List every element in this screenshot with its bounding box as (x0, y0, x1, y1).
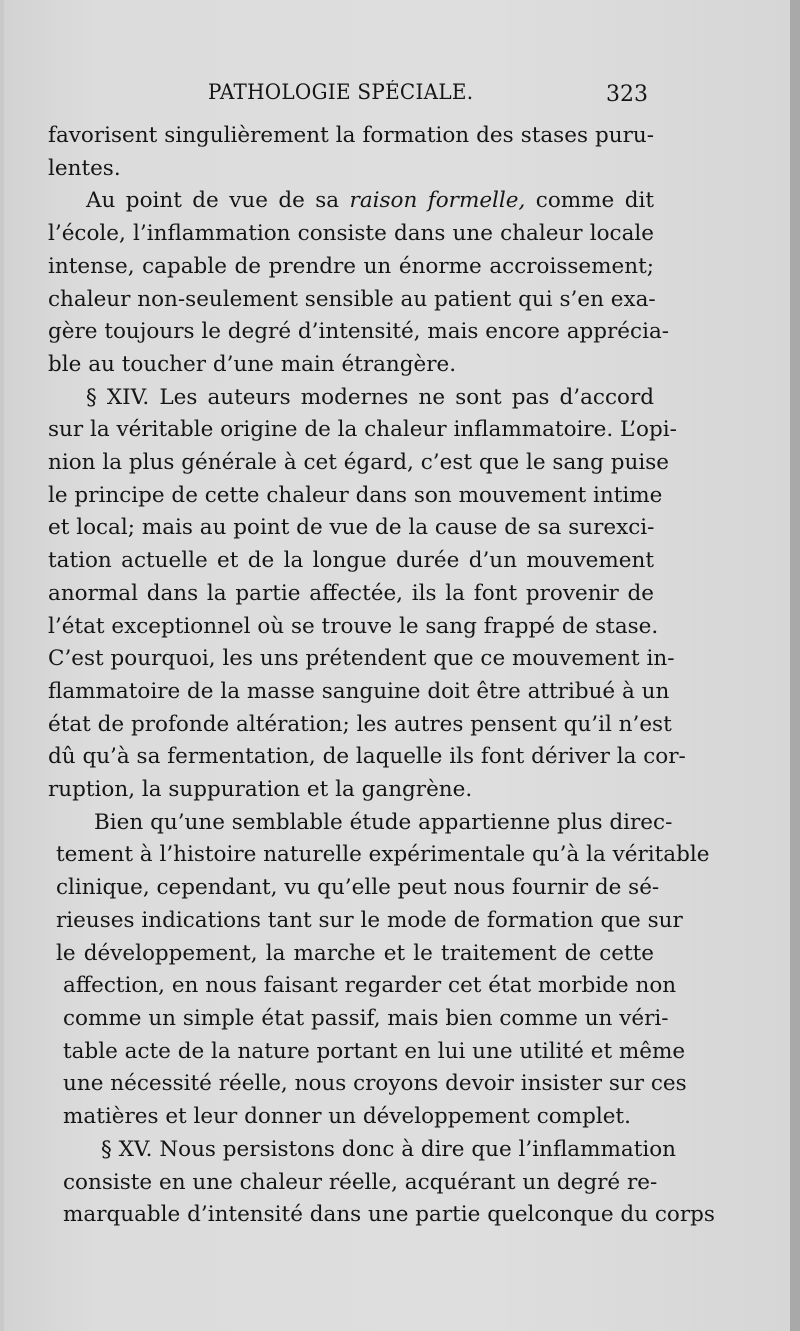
text-line: Bien qu’une semblable étude appartienne plus direc- (94, 809, 673, 835)
text-line: rieuses indications tant sur le mode de formation que sur (56, 907, 683, 933)
text-line: table acte de la nature portant en lui une utilité et même (63, 1038, 686, 1064)
text-line: chaleur non-seulement sensible au patient qui s’en exa- (48, 286, 656, 312)
text-line: et local; mais au point de vue de la cause de sa surexci- (48, 515, 655, 541)
text-line: flammatoire de la masse sanguine doit être attribué à un (48, 678, 670, 704)
text-line: § XIV. Les auteurs modernes ne sont pas d’accord (86, 384, 654, 410)
page-right-edge (790, 0, 800, 1331)
running-head: PATHOLOGIE SPÉCIALE. (208, 80, 474, 104)
page-header (48, 80, 648, 114)
text-line: dû qu’à sa fermentation, de laquelle ils font dériver la cor- (48, 744, 686, 770)
text-segment: comme dit (525, 188, 654, 214)
text-line: C’est pourquoi, les uns prétendent que ce mouvement in- (48, 646, 675, 672)
text-line: intense, capable de prendre un énorme accroissement; (48, 253, 654, 279)
text-line: affection, en nous faisant regarder cet état morbide non (63, 973, 677, 999)
text-line: le développement, la marche et le traitement de cette (56, 940, 654, 966)
italic-term: raison formelle, (349, 188, 526, 214)
text-segment: Au point de vue de sa (86, 188, 350, 214)
body-text (48, 120, 715, 1232)
text-line: marquable d’intensité dans une partie quelconque du corps (63, 1202, 715, 1228)
text-line: tement à l’histoire naturelle expérimentale qu’à la véritable (56, 842, 710, 868)
text-line: gère toujours le degré d’intensité, mais encore apprécia- (48, 319, 670, 345)
text-line: sur la véritable origine de la chaleur inflammatoire. L’opi- (48, 417, 677, 443)
text-line-with-italic (48, 185, 654, 218)
text-line: matières et leur donner un développement complet. (63, 1104, 631, 1130)
text-line: clinique, cependant, vu qu’elle peut nous fournir de sé- (56, 875, 660, 901)
page-number: 323 (606, 82, 648, 107)
text-line: le principe de cette chaleur dans son mouvement intime (48, 482, 663, 508)
text-line: lentes. (48, 155, 121, 181)
text-line: l’état exceptionnel où se trouve le sang frappé de stase. (48, 613, 659, 639)
text-line: état de profonde altération; les autres pensent qu’il n’est (48, 711, 672, 737)
text-line: anormal dans la partie affectée, ils la font provenir de (48, 580, 654, 606)
text-line: ruption, la suppuration et la gangrène. (48, 777, 473, 803)
text-line: tation actuelle et de la longue durée d’un mouvement (48, 548, 654, 574)
text-line: § XV. Nous persistons donc à dire que l’inflammation (101, 1136, 677, 1162)
text-line: une nécessité réelle, nous croyons devoir insister sur ces (63, 1071, 687, 1097)
text-line: ble au toucher d’une main étrangère. (48, 351, 457, 377)
text-line: nion la plus générale à cet égard, c’est que le sang puise (48, 450, 669, 476)
text-line: comme un simple état passif, mais bien comme un véri- (63, 1005, 669, 1031)
page-left-edge (0, 0, 4, 1331)
text-line: consiste en une chaleur réelle, acquérant un degré re- (63, 1169, 658, 1195)
text-line: favorisent singulièrement la formation des stases puru- (48, 123, 654, 148)
text-line: l’école, l’inflammation consiste dans une chaleur locale (48, 221, 654, 247)
